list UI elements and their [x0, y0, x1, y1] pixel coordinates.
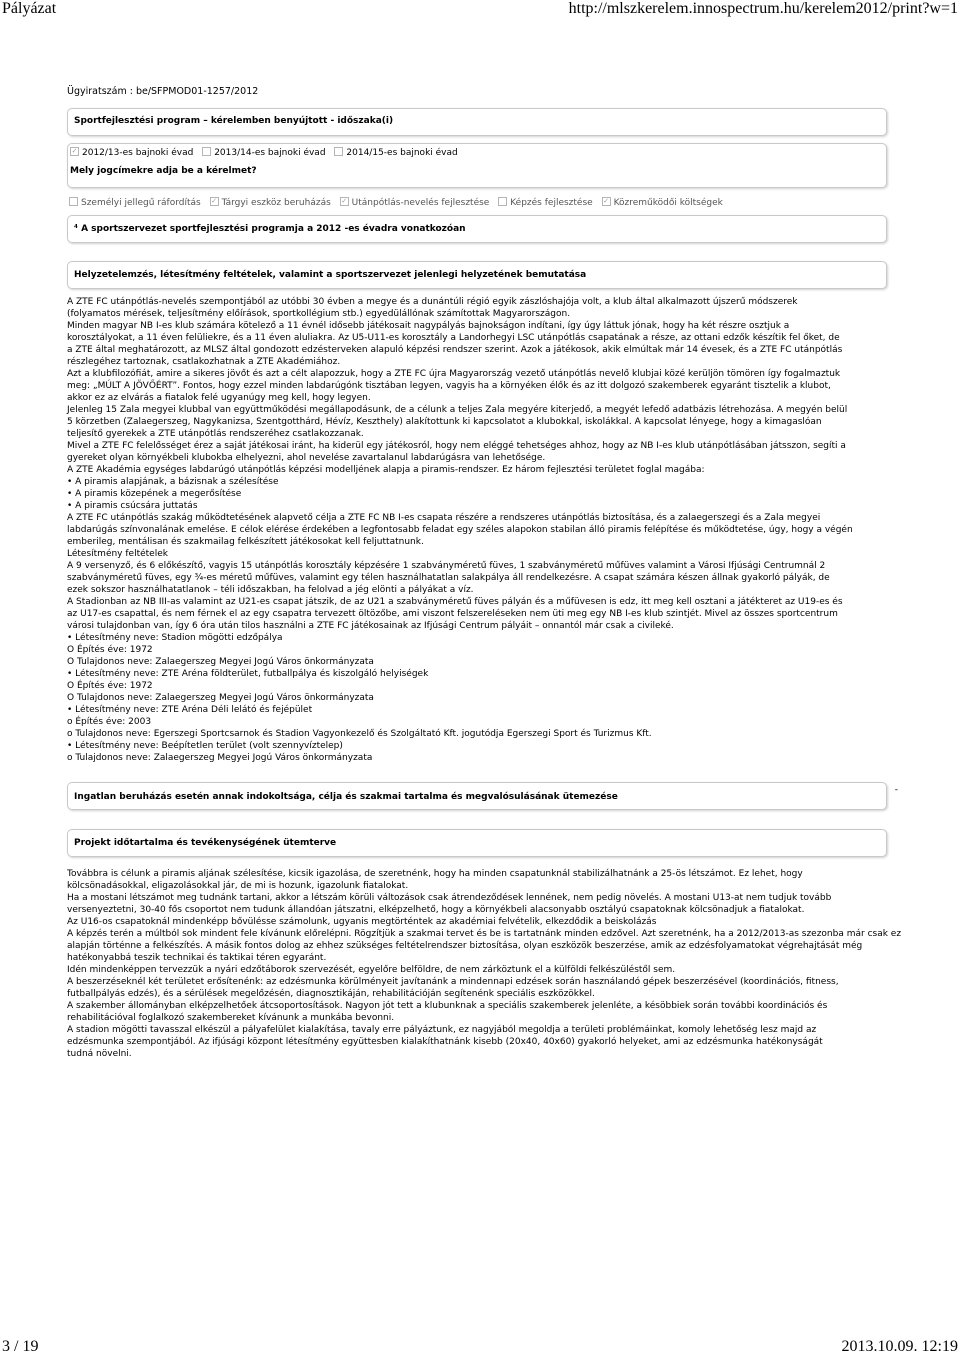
- text-line: O Tulajdonos neve: Zalaegerszeg Megyei Jogú Város önkormányzata: [67, 693, 374, 703]
- text-line: városi tulajdonban van, így 6 óra után tilos használni a ZTE FC játékosainak az Ifjúsági Centrum pályáit – onnantól már csak a civileké.: [67, 621, 674, 631]
- text-line: A ZTE FC utánpótlás szakág működtetésének alapvető célja a ZTE FC NB I-es csapata részére a rendszeres utánpótlás biztosítása, és a zalaegerszegi és a Zala megyei: [67, 513, 821, 523]
- text-line: A ZTE Akadémia egységes labdarúgó utánpótlás képzési modelljének alapja a piramis-rendszer. Ez három fejlesztési területet foglal magába:: [67, 465, 705, 475]
- section-project-box: [67, 829, 887, 857]
- file-number: Ügyiratszám : be/SFPMOD01-1257/2012: [67, 86, 259, 97]
- text-line: A ZTE FC utánpótlás-nevelés szempontjából az utóbbi 30 évben a megye és a dunántúli régió egyik zászlóshajója volt, a klub által alkalmazott újszerű módszerek: [67, 297, 798, 307]
- category-option-3[interactable]: ✓ Utánpótlás-nevelés fejlesztése: [341, 197, 490, 208]
- print-page-title: Pályázat: [2, 0, 57, 17]
- text-line: o Tulajdonos neve: Zalaegerszeg Megyei Jogú Város önkormányzata: [67, 753, 373, 763]
- text-line: 5 körzetben (Zalaegerszeg, Nagykanizsa, Szentgotthárd, Hévíz, Keszthely) alakítottunk ki kapcsolatot a klubokkal, iskolákkal. A kapcsolat lényege, hogy a kimagaslóan: [67, 417, 822, 427]
- text-line: Továbbra is célunk a piramis aljának szélesítése, kicsik igazolása, de szeretnénk, hogy ha minden csapatunknál stabilizálhatnánk a 25-ös létszámot. Ez lehet, hogy: [67, 869, 803, 879]
- text-line: Minden magyar NB I-es klub számára kötelező a 11 évnél idősebb játékosait nagypályás bajnokságon indítani, így úgy láttuk jónak, hogy ha két részre osztjuk a: [67, 321, 790, 331]
- text-line: akkor ez az elvárás a fiatalok felé ugyanúgy meg kell, hogy legyen.: [67, 393, 371, 403]
- text-line: teljesítő gyerekek a ZTE utánpótlás rendszeréhez csatlakozzanak.: [67, 429, 364, 439]
- claim-question: Mely jogcímekre adja be a kérelmet?: [70, 166, 257, 176]
- text-line: A képzés terén a múltból sok mindent fele kívánunk előrelépni. Rögzítjük a szakmai tervet és be is tartatnánk minden edzővel. Azt szeretnénk, ha a 2012/2013-as szezonba már csak ez: [67, 929, 902, 939]
- text-line: hatékonyabbá teszik technikai és taktikai téren egyaránt.: [67, 953, 327, 963]
- category-option-4[interactable]: Képzés fejlesztése: [496, 198, 596, 208]
- text-line: alapján történne a felkészítés. A másik fontos dolog az ehhez szükséges feltételrendszer biztosítása, olyan eszközök beszerzése, amik az edzésfolyamatokat végrehajtását még: [67, 941, 863, 951]
- section-investment-dash: -: [894, 785, 898, 795]
- print-url: http://mlszkerelem.innospectrum.hu/kerelem2012/print?w=1: [568, 0, 958, 17]
- checkbox-empty-icon[interactable]: [202, 147, 211, 156]
- text-line: futballpályás edzés), és a sérülések megelőzésén, diagnosztikáján, rehabilitációján segítenénk speciális eszközökkel.: [67, 989, 595, 999]
- print-footer: [0, 1338, 960, 1357]
- category-option-2[interactable]: ✓ Tárgyi eszköz beruházás: [211, 197, 331, 208]
- checkbox-empty-icon[interactable]: [498, 197, 507, 206]
- text-line: Az U16-os csapatoknál mindenképp bővülésse számolunk, ugyanis megtörténtek az akadémiai felvételik, elkezdődik a beiskolázás: [67, 917, 657, 927]
- text-line: kölcsönadásokkal, eligazolásokkal jár, de mi is hozunk, igazolunk fiatalokat.: [67, 881, 409, 891]
- text-line: Jelenleg 15 Zala megyei klubbal van együttműködési megállapodásunk, de a célunk a teljes Zala megyére kiterjedő, a megyét lefedő adatbázis létrehozása. A megyén belül: [67, 405, 848, 415]
- text-line: O Tulajdonos neve: Zalaegerszeg Megyei Jogú Város önkormányzata: [67, 657, 374, 667]
- section-situation-text: [67, 296, 887, 764]
- text-line: o Építés éve: 2003: [67, 717, 152, 727]
- section-situation-box: [67, 261, 887, 289]
- text-line: A 9 versenyző, és 6 előkészítő, vagyis 15 utánpótlás korosztály képzésére 1 szabványméretű füves, 1 szabványméretű műfüves valamint a Városi Ifjúsági Centrumnál 2: [67, 561, 826, 571]
- text-line: O Építés éve: 1972: [67, 681, 153, 691]
- program-period-title: Sportfejlesztési program – kérelemben benyújtott - időszaka(i): [74, 116, 394, 126]
- checkbox-checked-icon[interactable]: ✓: [341, 197, 348, 205]
- text-line: rehabilitációval foglalkozó szakembereket kívánunk a munkába bevonni.: [67, 1013, 395, 1023]
- text-line: • Létesítmény neve: ZTE Aréna földterület, futballpálya és kiszolgáló helyiségek: [67, 669, 429, 679]
- page-number: 3 / 19: [2, 1338, 39, 1355]
- text-line: A beszerzéseknél két területet erősítenénk: az edzésmunka körülményeit javítanánk a mindennapi edzések során használandó gépek beszerzésével (koordinációs, fitness,: [67, 977, 839, 987]
- section-project-text: [67, 868, 902, 1060]
- checkbox-checked-icon[interactable]: ✓: [211, 197, 218, 205]
- text-line: • Létesítmény neve: Stadion mögötti edzőpálya: [67, 633, 283, 643]
- section-investment-box: [67, 782, 898, 810]
- text-line: • A piramis alapjának, a bázisnak a szélesítése: [67, 477, 279, 487]
- category-option-1[interactable]: Személyi jellegű ráfordítás: [67, 198, 205, 208]
- text-line: versenyeztetni, 30-40 fős csoportot nem tudunk állandóan játszatni, elképzelhető, hogy a környékbeli alacsonyabb osztályú csapatoknak kölcsönadjuk a fiatalokat.: [67, 905, 805, 915]
- text-line: • Létesítmény neve: Beépítetlen terület (volt szennyvíztelep): [67, 741, 343, 751]
- season-option-3[interactable]: 2014/15-es bajnoki évad: [332, 148, 461, 158]
- checkbox-empty-icon[interactable]: [334, 147, 343, 156]
- season-option-2[interactable]: 2013/14-es bajnoki évad: [200, 148, 329, 158]
- text-line: (folyamatos mérések, teljesítmény előírások, sportkollégium stb.) egyedülállónak számítottak Magyarországon.: [67, 309, 571, 319]
- text-line: gyereket olyan környékbeli klubokba elhelyezni, ahol nevelése zavartalanul labdarúgásra van lehetősége.: [67, 453, 546, 463]
- text-line: meg: „MÚLT A JÖVŐÉRT”. Fontos, hogy ezzel minden labdarúgónk tisztában legyen, vagyis ha a környéken élők és az itt dolgozó szakemberek egyaránt tisztelik a klubot,: [67, 381, 831, 391]
- checkbox-empty-icon[interactable]: [69, 197, 78, 206]
- text-line: emberileg, mentálisan és szakmailag felkészített játékosokat kell feljuttatnunk.: [67, 537, 424, 547]
- print-datetime: 2013.10.09. 12:19: [841, 1338, 958, 1355]
- text-line: tudná növelni.: [67, 1049, 132, 1059]
- season-options: [68, 147, 462, 159]
- text-line: Azt a klubfilozófiát, amire a sikeres jövőt és azt a célt alapozzuk, hogy a ZTE FC újra Magyarország vezető utánpótlás nevelő klubjai közé kerüljön tömören így fogalmaztuk: [67, 369, 841, 379]
- category-option-5[interactable]: ✓ Közreműködői költségek: [603, 197, 723, 208]
- print-header: [0, 0, 960, 20]
- text-line: részlegéhez tartoznak, csatlakozhatnak a ZTE Akadémiához.: [67, 357, 341, 367]
- text-line: • Létesítmény neve: ZTE Aréna Déli lelátó és fejépület: [67, 705, 313, 715]
- program-title: ⁴ A sportszervezet sportfejlesztési programja a 2012 -es évadra vonatkozóan: [74, 224, 466, 234]
- text-line: O Építés éve: 1972: [67, 645, 153, 655]
- program-title-box: [67, 215, 887, 243]
- text-line: Idén mindenképpen tervezzük a nyári edzőtáborok szervezését, egyelőre belföldre, de nem zárköztunk el a külföldi felkészüléstől sem.: [67, 965, 676, 975]
- checkbox-checked-icon[interactable]: ✓: [71, 147, 78, 155]
- text-line: Létesítmény feltételek: [67, 549, 168, 559]
- program-period-box: [67, 108, 887, 136]
- season-option-1[interactable]: ✓ 2012/13-es bajnoki évad: [71, 147, 194, 158]
- text-line: korosztályokat, a 11 éven felüliekre, és a 11 éven aluliakra. Az U5-U11-es korosztály a Landorhegyi LSC utánpótlás csapatának a része, az ottani edzők készítik fel őket, de: [67, 333, 840, 343]
- text-line: Ha a mostani létszámot meg tudnánk tartani, akkor a létszám körüli változások csak átrendeződések lennének, nem pedig növelés. A mostani U13-at nem tudjuk tovább: [67, 893, 832, 903]
- text-line: ezek sokszor használhatatlanok – téli időszakban, ha felolvad a jég elönti a pályákat a víz.: [67, 585, 474, 595]
- text-line: A stadion mögötti tavasszal elkészül a pályafelület kialakítása, tavaly erre pályáztunk, ez nagyjából megoldja a területi problémáinkat, komoly lehetőség lesz majd az: [67, 1025, 817, 1035]
- category-options: [67, 197, 887, 209]
- checkbox-checked-icon[interactable]: ✓: [603, 197, 609, 205]
- text-line: labdarúgás színvonalának emelése. E célok elérése érdekében a legfontosabb feladat egy széles alapokon stabilan álló piramis felépítése és működtetése, úgy, hogy a végén: [67, 525, 853, 535]
- text-line: • A piramis közepének a megerősítése: [67, 489, 242, 499]
- text-line: a ZTE által meghatározott, az MLSZ által gondozott edzésterveken alapuló képzési rendszer szerint. Azok a játékosok, akik elmúltak már 14 évesek, és a ZTE FC utánpótlás: [67, 345, 843, 355]
- text-line: az U17-es csapattal, és nem férnek el az egy csapatra tervezett öltözőbe, ami viszont felszereléseken nem üti meg egy NB I-es klub szintjét. Mivel az összes sportcentrum: [67, 609, 838, 619]
- text-line: szabványméretű füves, egy ¾-es méretű műfüves, valamint egy télen használhatatlan salakpálya áll rendelkezésre. A csapat számára készen állnak gyakorló pályák, de: [67, 573, 830, 583]
- text-line: edzésmunka szempontjából. Az ifjúsági központ létesítmény együttesben kialakíthatnánk kisebb (20x40, 40x60) gyakorló helyeket, ami az edzésmunka hatékonyságát: [67, 1037, 823, 1047]
- text-line: • A piramis csúcsára juttatás: [67, 501, 198, 511]
- text-line: A Stadionban az NB III-as valamint az U21-es csapat játszik, de az U21 a szabványméretű füves pályán és a műfüvesen is edz, itt meg kell osztani a játékteret az U19-es és: [67, 597, 843, 607]
- season-group: [67, 143, 887, 188]
- text-line: o Tulajdonos neve: Egerszegi Sportcsarnok és Stadion Vagyonkezelő és Szolgáltató Kft. jogutódja Egerszegi Sport és Turizmus Kft.: [67, 729, 652, 739]
- text-line: A szakember állományban elképzelhetőek átcsoportosítások. Nagyon jót tett a klubunknak a speciális szakemberek jelenléte, a késöbbiek során további koordinációs és: [67, 1001, 828, 1011]
- text-line: Mivel a ZTE FC felelősséget érez a saját játékosai iránt, ha kiderül egy játékosról, hogy nem eléggé tehetséges ahhoz, hogy az NB I-es klub utánpótlásában játsszon, segíti a: [67, 441, 846, 451]
- section-investment-title: Ingatlan beruházás esetén annak indokoltsága, célja és szakmai tartalma és megvalósulásának ütemezése: [74, 792, 618, 802]
- section-situation-title: Helyzetelemzés, létesítmény feltételek, valamint a sportszervezet jelenlegi helyzetének bemutatása: [74, 270, 587, 280]
- section-project-title: Projekt időtartalma és tevékenységének ütemterve: [74, 838, 337, 848]
- document-content: [67, 86, 902, 1060]
